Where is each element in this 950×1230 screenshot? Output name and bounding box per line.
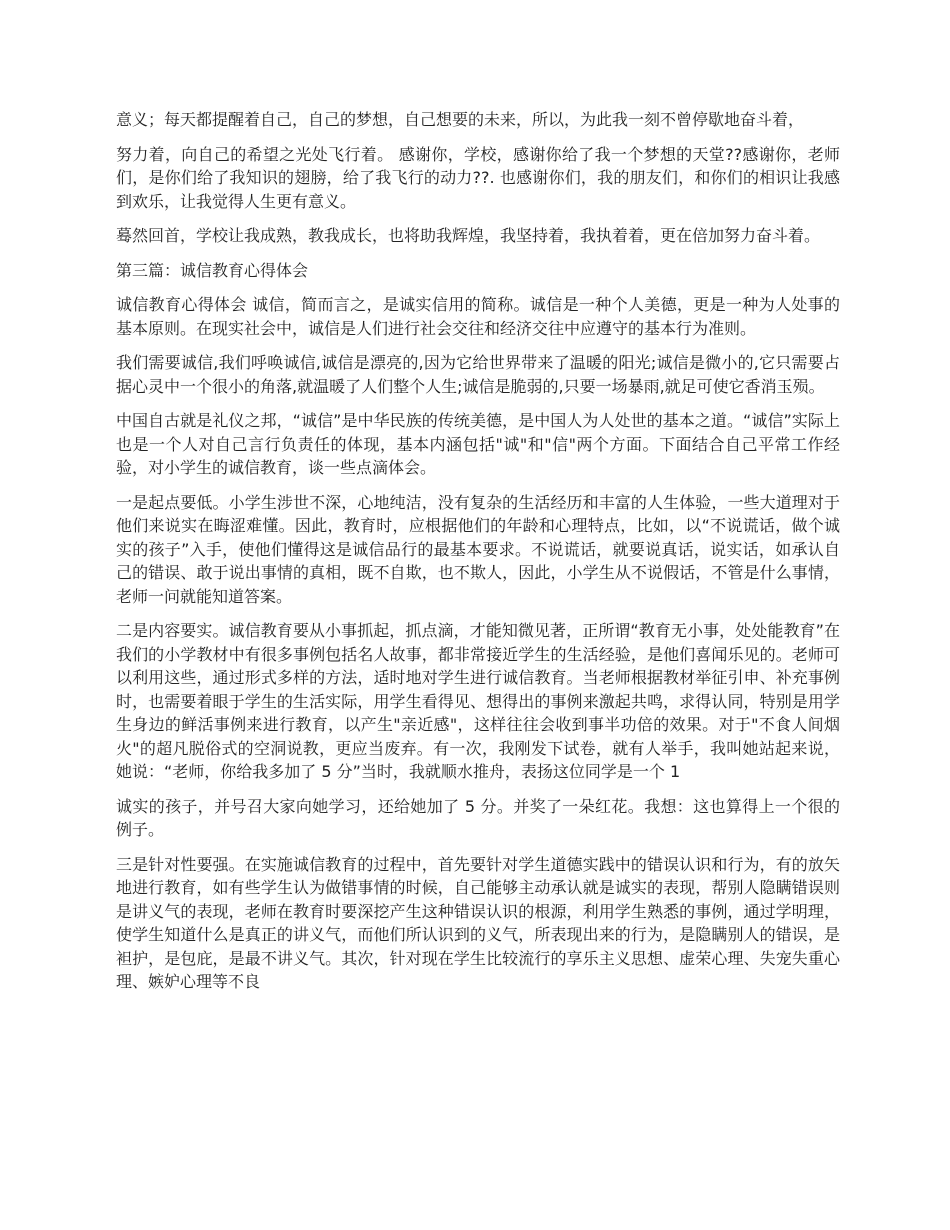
- section-heading: 第三篇：诚信教育心得体会: [116, 260, 309, 280]
- paragraph-2: 努力着，向自己的希望之光处飞行着。 感谢你，学校，感谢你给了我一个梦想的天堂??感谢你，老师们，是你们给了我知识的翅膀，给了我飞行的动力??. 也感谢你们，我的朋友们，和你们的相识让我感到欢乐，让我觉得人生更有意义。: [116, 144, 840, 211]
- paragraph-3: 蓦然回首，学校让我成熟，教我成长，也将助我辉煌，我坚持着，我执着着，更在倍加努力奋斗着。: [116, 226, 821, 245]
- paragraph-11: 三是针对性要强。在实施诚信教育的过程中，首先要针对学生道德实践中的错误认识和行为，有的放矢地进行教育，如有些学生认为做错事情的时候，自己能够主动承认就是诚实的表现，帮别人隐瞒错误则是讲义气的表现，老师在教育时要深挖产生这种错误认识的根源，利用学生熟悉的事例，通过学明理，使学生知道什么是真正的讲义气，而他们所认识到的义气，所表现出来的行为，是隐瞒别人的错误，是袒护，是包庇，是最不讲义气。其次，针对现在学生比较流行的享乐主义思想、虚荣心理、失宠失重心理、嫉妒心理等不良: [116, 854, 840, 991]
- paragraph-7: 中国自古就是礼仪之邦，“诚信”是中华民族的传统美德，是中国人为人处世的基本之道。“诚信”实际上也是一个人对自己言行负责任的体现，基本内涵包括"诚"和"信"两个方面。下面结合自己平常工作经验，对小学生的诚信教育，谈一些点滴体会。: [116, 411, 840, 477]
- paragraph-8: 一是起点要低。小学生涉世不深，心地纯洁，没有复杂的生活经历和丰富的人生体验，一些大道理对于他们来说实在晦涩难懂。因此，教育时，应根据他们的年龄和心理特点，比如，以“不说谎话，做个诚实的孩子”入手，使他们懂得这是诚信品行的最基本要求。不说谎话，就要说真话，说实话，如承认自己的错误、敢于说出事情的真相，既不自欺，也不欺人，因此，小学生从不说假话，不管是什么事情，老师一问就能知道答案。: [116, 492, 840, 606]
- paragraph-10: 诚实的孩子，并号召大家向她学习，还给她加了 5 分。并奖了一朵红花。我想：这也算得上一个很的例子。: [116, 796, 840, 839]
- paragraph-6: 我们需要诚信,我们呼唤诚信,诚信是漂亮的,因为它给世界带来了温暖的阳光;诚信是微小的,它只需要占据心灵中一个很小的角落,就温暖了人们整个人生;诚信是脆弱的,只要一场暴雨,就足可使它香消玉殒。: [116, 353, 840, 396]
- paragraph-1: 意义；每天都提醒着自己，自己的梦想，自己想要的未来，所以，为此我一刻不曾停歇地奋斗着，: [116, 110, 805, 129]
- paragraph-5: 诚信教育心得体会 诚信，简而言之，是诚实信用的简称。诚信是一种个人美德，更是一种为人处事的基本原则。在现实社会中，诚信是人们进行社会交往和经济交往中应遵守的基本行为准则。: [116, 295, 840, 338]
- paragraph-9: 二是内容要实。诚信教育要从小事抓起，抓点滴，才能知微见著，正所谓“教育无小事，处处能教育”在我们的小学教材中有很多事例包括名人故事，都非常接近学生的生活经验，是他们喜闻乐见的。老师可以利用这些，通过形式多样的方法，适时地对学生进行诚信教育。当老师根据教材举征引申、补充事例时，也需要着眼于学生的生活实际，用学生看得见、想得出的事例来激起共鸣，求得认同，特别是用学生身边的鲜活事例来进行教育，以产生"亲近感"，这样往往会收到事半功倍的效果。对于"不食人间烟火"的超凡脱俗式的空洞说教，更应当废弃。有一次，我刚发下试卷，就有人举手，我叫她站起来说，她说：“老师，你给我多加了 5 分”当时，我就顺水推舟，表扬这位同学是一个 1: [116, 621, 840, 781]
- document-body: [116, 108, 840, 1005]
